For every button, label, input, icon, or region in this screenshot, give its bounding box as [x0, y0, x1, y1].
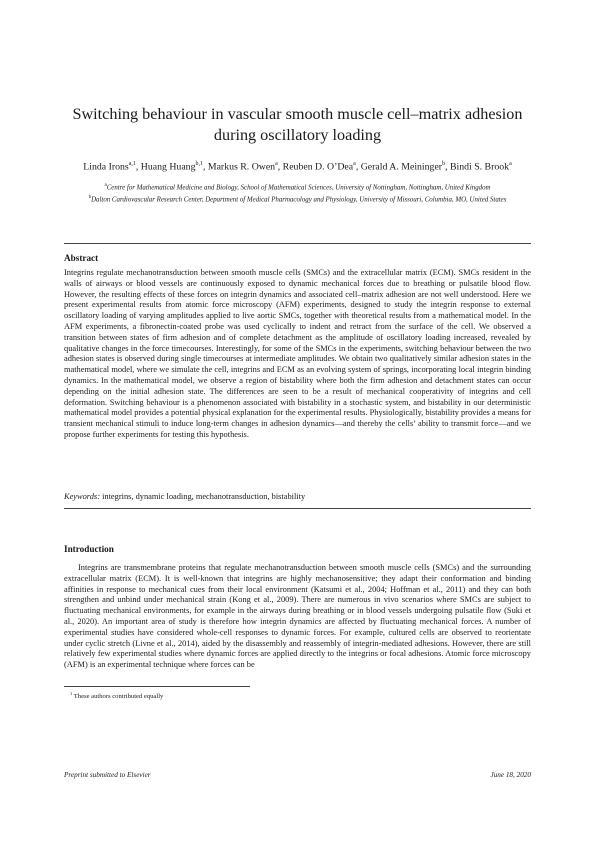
footnote-text: These authors contributed equally — [73, 693, 164, 701]
abstract-text: Integrins regulate mechanotransduction between smooth muscle cells (SMCs) and the extracellular matrix (ECM). SMCs resident in the walls of airways or blood vessels are continuously exposed to dynamic mechanical forces due to breathing or pulsatile blood flow. However, the resulting effects of these forces on integrin dynamics and associated cell–matrix adhesion are not well understood. Here we present experimental results from atomic force microscopy (AFM) experiments, designed to study the integrin response to external oscillatory loading of varying amplitudes applied to live aortic SMCs, together with theoretical results from a mathematical model. In the AFM experiments, a fibronectin-coated probe was used cyclically to indent and retract from the surface of the cell. We observed a transition between states of firm adhesion and of complete detachment as the amplitude of oscillatory loading increased, revealed by qualitative changes in the force timecourses. Interestingly, for some of the SMCs in the experiments, switching behaviour between the two adhesion states is observed during single timecourses at intermediate amplitudes. We obtain two qualitatively similar adhesion states in the mathematical model, where we simulate the cell, integrins and ECM as an evolving system of springs, incorporating local integrin binding dynamics. In the mathematical model, we observe a region of bistability where both the firm adhesion and detachment states can occur depending on the initial adhesion state. The differences are seen to be a result of mechanical cooperativity of integrins and cell deformation. Switching behaviour is a phenomenon associated with bistability in a stochastic system, and bistability in our deterministic mathematical model provides a potential physical explanation for the experimental results. Physiologically, bistability provides a means for transient mechanical stimuli to induce long-term changes in adhesion dynamics—and thereby the cells’ ability to transmit force—and we propose further experiments for testing this hypothesis. — [64, 268, 531, 439]
keywords — [64, 492, 531, 503]
footnote — [70, 689, 163, 701]
abstract-top-rule — [64, 243, 531, 244]
author-name: Markus R. Owen — [207, 161, 276, 173]
author-affil-mark: a — [509, 161, 512, 167]
author-name: Huang Huang — [140, 161, 196, 173]
footnote-rule — [64, 686, 250, 687]
affiliations — [64, 181, 531, 205]
abstract-heading: Abstract — [64, 253, 99, 263]
abstract-bottom-rule — [64, 508, 531, 509]
introduction-heading: Introduction — [64, 544, 114, 554]
author-affil-mark: b — [442, 161, 446, 167]
author-name: Linda Irons — [83, 161, 129, 173]
keywords-text: integrins, dynamic loading, mechanotransduction, bistability — [102, 492, 306, 501]
author-affil-mark: a — [353, 161, 356, 167]
introduction-text: Integrins are transmembrane proteins that regulate mechanotransduction between smooth muscle cells (SMCs) and the surrounding extracellular matrix (ECM). It is well-known that integrins are highly mechanosensitive; they adapt their conformation and binding affinities in response to mechanical cues from their local environment (Katsumi et al., 2004; Hoffman et al., 2011) and they can both strengthen and unbind under mechanical strain (Kong et al., 2009). There are numerous in vivo scenarios where SMCs are subject to fluctuating mechanical environments, for example in the airways during breathing or in blood vessels undergoing pulsatile flow (Suki et al., 2020). An important area of study is therefore how integrin dynamics are affected by fluctuating mechanical forces. A number of experimental studies have considered whole-cell responses to dynamic forces. For example, cultured cells are observed to reorientate under cyclic stretch (Livne et al., 2014), aided by the disassembly and reassembly of integrin-mediated adhesions. However, there are still relatively few experimental studies where dynamic forces are applied directly to the integrins or focal adhesions. Atomic force microscopy (AFM) is an experimental technique where forces can be — [64, 563, 531, 670]
author-affil-mark: a,1 — [128, 161, 136, 167]
footnote-mark: 1 — [70, 691, 73, 696]
affiliation-b — [64, 193, 531, 205]
affiliation-a — [64, 181, 531, 193]
author-name: Gerald A. Meininger — [360, 161, 443, 173]
paper-title: Switching behaviour in vascular smooth muscle cell–matrix adhesion during oscillatory loading — [72, 105, 523, 144]
author-list: Linda Irons$^{a,1}$, Huang Huang$^{b,1}$, Markus R. Owen$^a$, Reuben D. O’Dea$^a$, Gerald A. Meininger$^b$, Bindi S. Brook$^a$ — [83, 161, 512, 173]
affiliation-text: Centre for Mathematical Medicine and Biology, School of Mathematical Sciences, University of Nottingham, Nottingham, United Kingdom — [106, 184, 491, 192]
author-affil-mark: a — [275, 161, 278, 167]
affiliation-mark: b — [88, 194, 92, 200]
footer-preprint: Preprint submitted to Elsevier — [64, 771, 151, 779]
author-affil-mark: b,1 — [195, 161, 203, 167]
author-name: Bindi S. Brook — [449, 161, 510, 173]
footer-date: June 18, 2020 — [490, 771, 531, 779]
author-name: Reuben D. O’Dea — [282, 161, 354, 173]
affiliation-text: Dalton Cardiovascular Research Center, Department of Medical Pharmacology and Physiology, University of Missouri, Columbia, MO, United States — [91, 196, 507, 204]
keywords-label: Keywords: — [64, 492, 100, 501]
affiliation-mark: a — [104, 183, 107, 188]
